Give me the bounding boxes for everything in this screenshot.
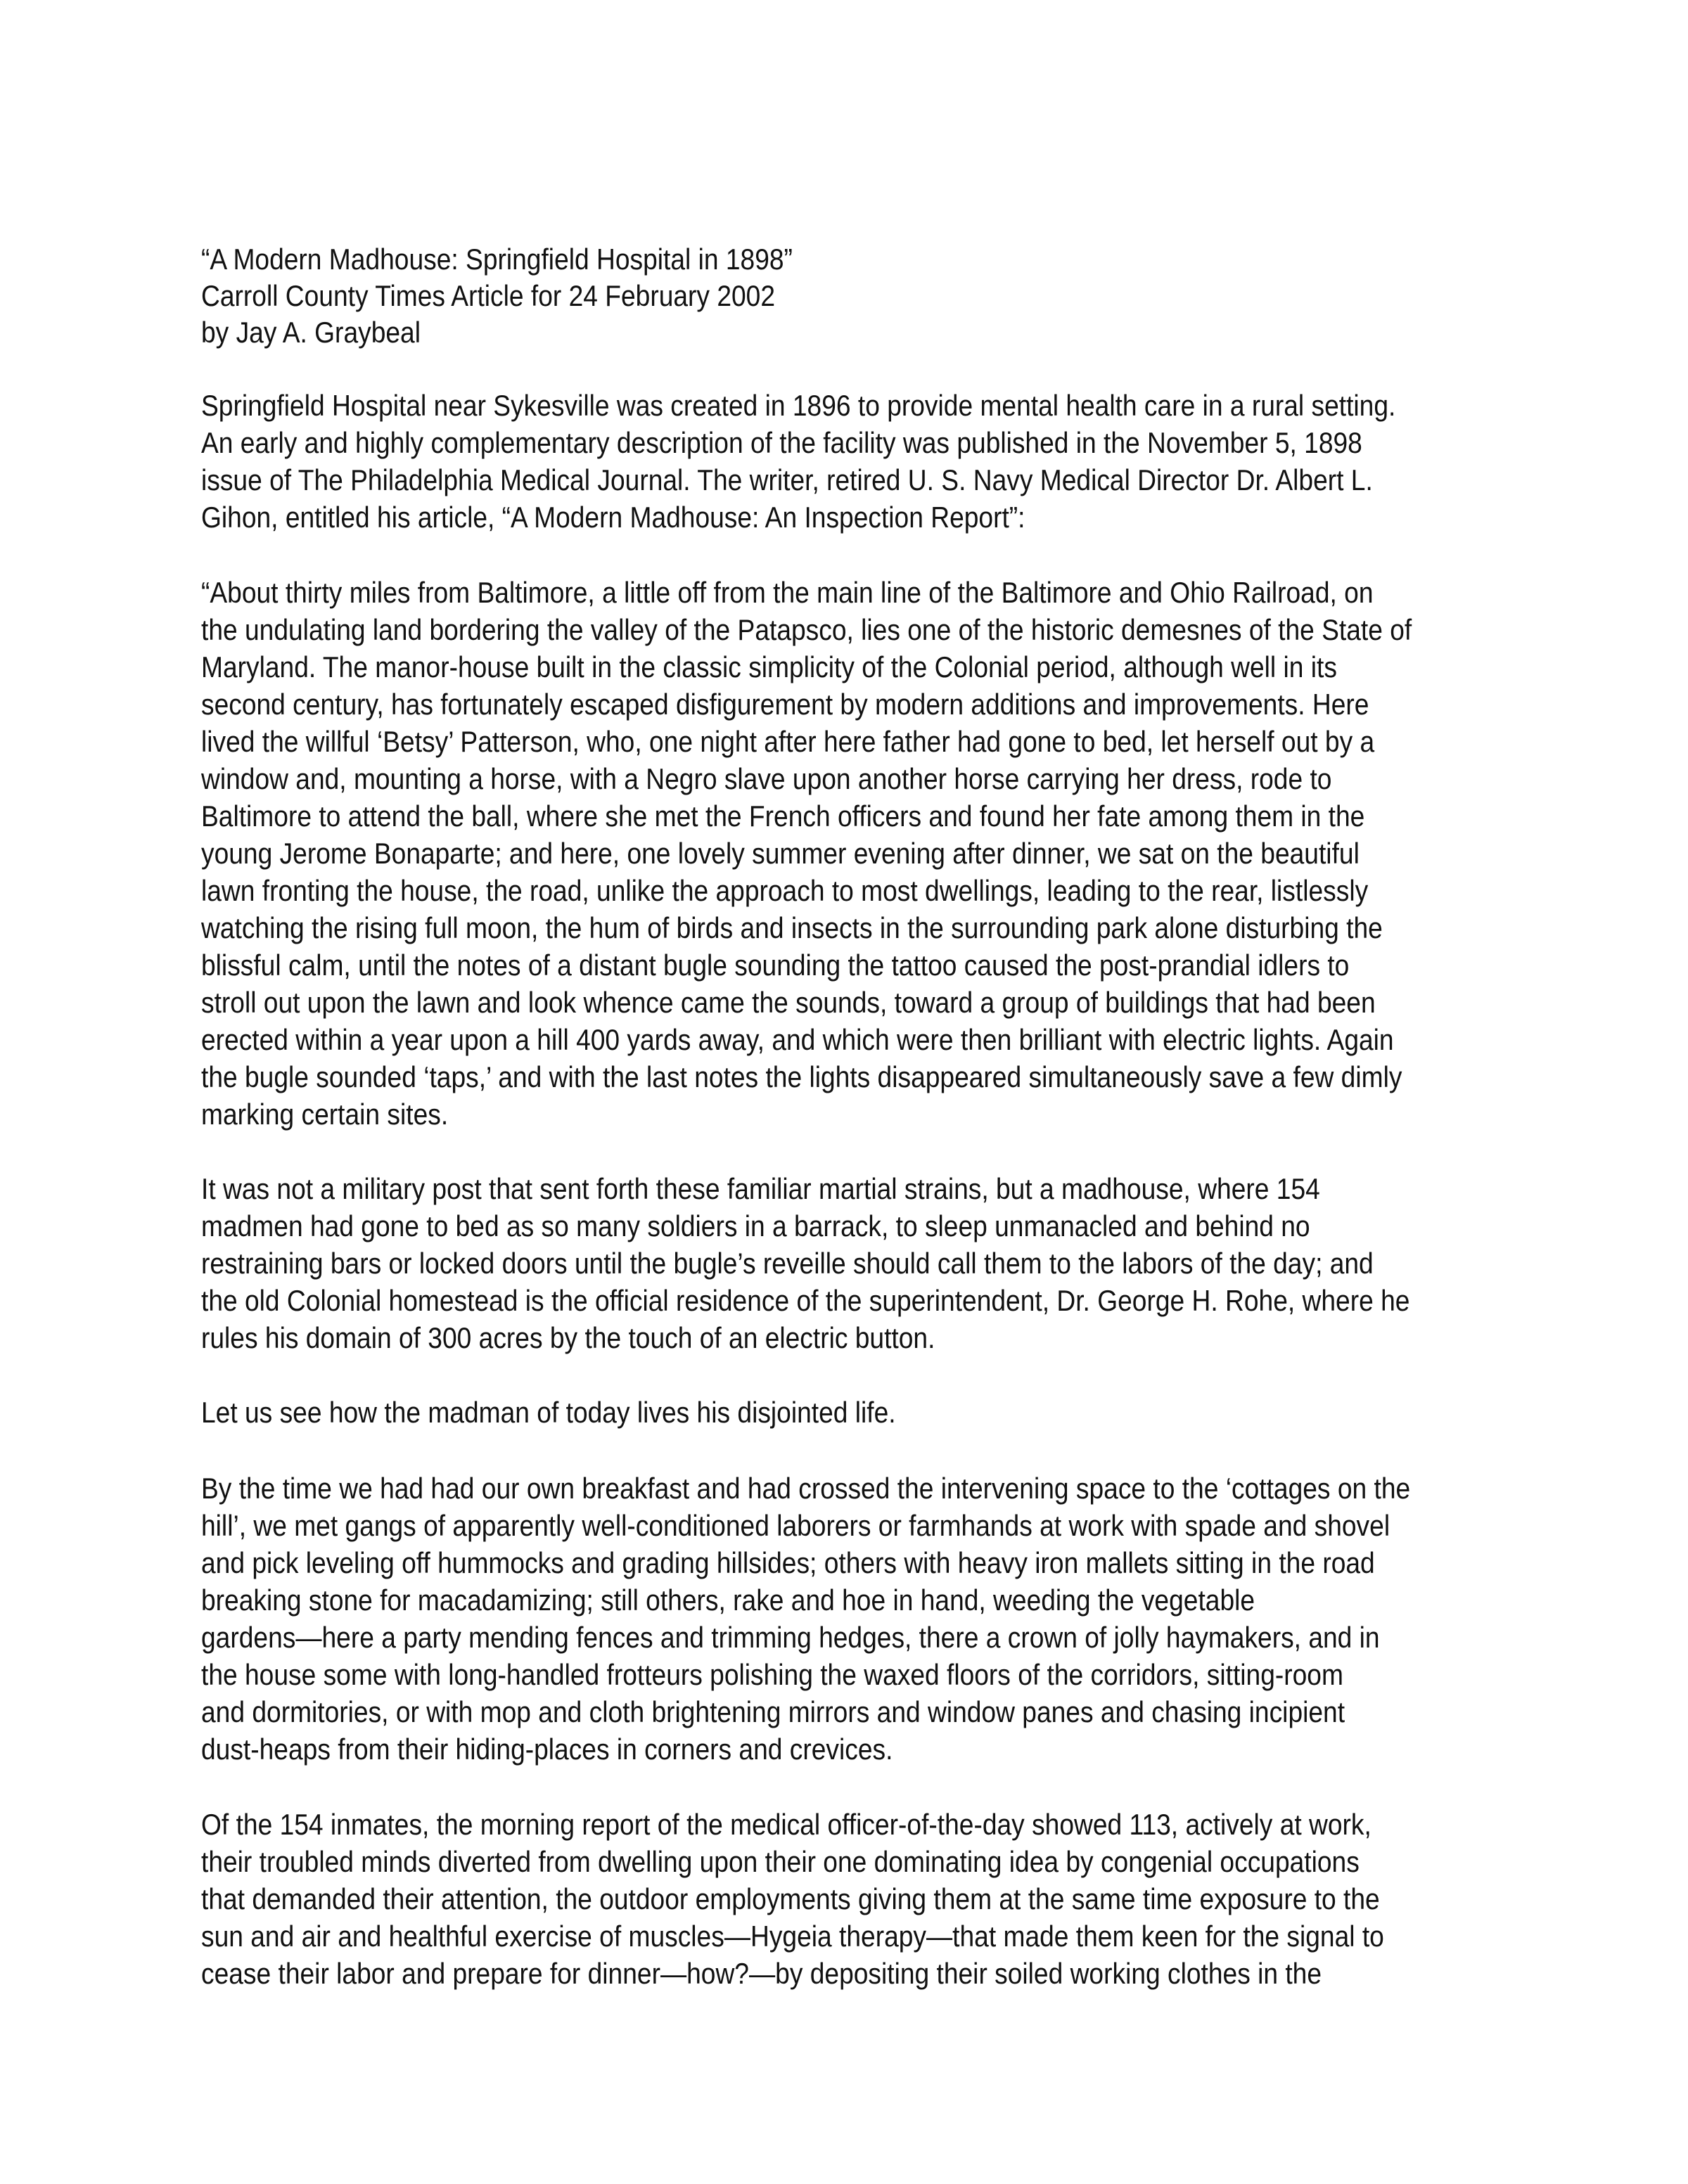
article-subtitle: Carroll County Times Article for 24 February 2002 <box>201 279 776 312</box>
paragraph-line: lawn fronting the house, the road, unlike the approach to most dwellings, leading to the rear, listlessly <box>201 874 1369 907</box>
paragraph-line: blissful calm, until the notes of a distant bugle sounding the tattoo caused the post-prandial idlers to <box>201 949 1350 982</box>
paragraph-line: cease their labor and prepare for dinner—how?—by depositing their soiled working clothes in the <box>201 1957 1322 1990</box>
paragraph-line: gardens—here a party mending fences and trimming hedges, there a crown of jolly haymakers, and in <box>201 1621 1380 1654</box>
paragraph-line: window and, mounting a horse, with a Negro slave upon another horse carrying her dress, rode to <box>201 762 1332 795</box>
paragraph-line: lived the willful ‘Betsy’ Patterson, who, one night after here father had gone to bed, let herself out by a <box>201 725 1375 758</box>
paragraph-line: rules his domain of 300 acres by the touch of an electric button. <box>201 1321 935 1354</box>
paragraph-line: the old Colonial homestead is the official residence of the superintendent, Dr. George H. Rohe, where he <box>201 1284 1410 1317</box>
paragraph-line: “About thirty miles from Baltimore, a little off from the main line of the Baltimore and Ohio Railroad, on <box>201 576 1374 609</box>
paragraph-line: that demanded their attention, the outdoor employments giving them at the same time exposure to the <box>201 1882 1380 1915</box>
paragraph-line: hill’, we met gangs of apparently well-conditioned laborers or farmhands at work with spade and shovel <box>201 1509 1390 1542</box>
paragraph-line: erected within a year upon a hill 400 yards away, and which were then brilliant with electric lights. Again <box>201 1023 1394 1056</box>
paragraph-line: Let us see how the madman of today lives his disjointed life. <box>201 1396 896 1429</box>
paragraph-line: madmen had gone to bed as so many soldiers in a barrack, to sleep unmanacled and behind no <box>201 1209 1310 1242</box>
paragraph-line: issue of The Philadelphia Medical Journal. The writer, retired U. S. Navy Medical Director Dr. Albert L. <box>201 463 1373 496</box>
paragraph-line: Of the 154 inmates, the morning report of the medical officer-of-the-day showed 113, actively at work, <box>201 1808 1372 1841</box>
paragraph-line: By the time we had had our own breakfast and had crossed the intervening space to the ‘cottages on the <box>201 1472 1411 1505</box>
paragraph-line: the house some with long-handled frotteurs polishing the waxed floors of the corridors, sitting-room <box>201 1658 1343 1691</box>
paragraph-line: young Jerome Bonaparte; and here, one lovely summer evening after dinner, we sat on the beautiful <box>201 837 1360 870</box>
paragraph-line: An early and highly complementary description of the facility was published in the November 5, 1898 <box>201 426 1362 459</box>
paragraph-line: stroll out upon the lawn and look whence came the sounds, toward a group of buildings that had been <box>201 986 1376 1019</box>
paragraph-line: and pick leveling off hummocks and grading hillsides; others with heavy iron mallets sitting in the road <box>201 1546 1375 1579</box>
article-title: “A Modern Madhouse: Springfield Hospital in 1898” <box>201 243 793 276</box>
paragraph-line: marking certain sites. <box>201 1098 449 1131</box>
paragraph-line: Gihon, entitled his article, “A Modern Madhouse: An Inspection Report”: <box>201 501 1025 534</box>
paragraph-line: the bugle sounded ‘taps,’ and with the last notes the lights disappeared simultaneously save a few dimly <box>201 1060 1402 1093</box>
paragraph-line: Baltimore to attend the ball, where she met the French officers and found her fate among them in the <box>201 799 1365 833</box>
paragraph-line: the undulating land bordering the valley of the Patapsco, lies one of the historic demesnes of the State of <box>201 613 1412 646</box>
paragraph-line: and dormitories, or with mop and cloth brightening mirrors and window panes and chasing incipient <box>201 1695 1345 1728</box>
paragraph-line: It was not a military post that sent forth these familiar martial strains, but a madhouse, where 154 <box>201 1172 1320 1205</box>
paragraph-line: restraining bars or locked doors until the bugle’s reveille should call them to the labors of the day; and <box>201 1247 1374 1280</box>
paragraph-line: breaking stone for macadamizing; still others, rake and hoe in hand, weeding the vegetable <box>201 1584 1255 1617</box>
paragraph-line: their troubled minds diverted from dwelling upon their one dominating idea by congenial occupations <box>201 1845 1360 1878</box>
paragraph-line: dust-heaps from their hiding-places in corners and crevices. <box>201 1733 893 1766</box>
article-byline: by Jay A. Graybeal <box>201 316 421 349</box>
paragraph-line: second century, has fortunately escaped disfigurement by modern additions and improvements. Here <box>201 688 1369 721</box>
paragraph-line: Springfield Hospital near Sykesville was created in 1896 to provide mental health care in a rural setting. <box>201 389 1396 422</box>
paragraph-line: sun and air and healthful exercise of muscles—Hygeia therapy—that made them keen for the signal to <box>201 1920 1384 1953</box>
paragraph-line: Maryland. The manor-house built in the classic simplicity of the Colonial period, although well in its <box>201 650 1337 683</box>
paragraph-line: watching the rising full moon, the hum of birds and insects in the surrounding park alone disturbing the <box>201 911 1383 944</box>
